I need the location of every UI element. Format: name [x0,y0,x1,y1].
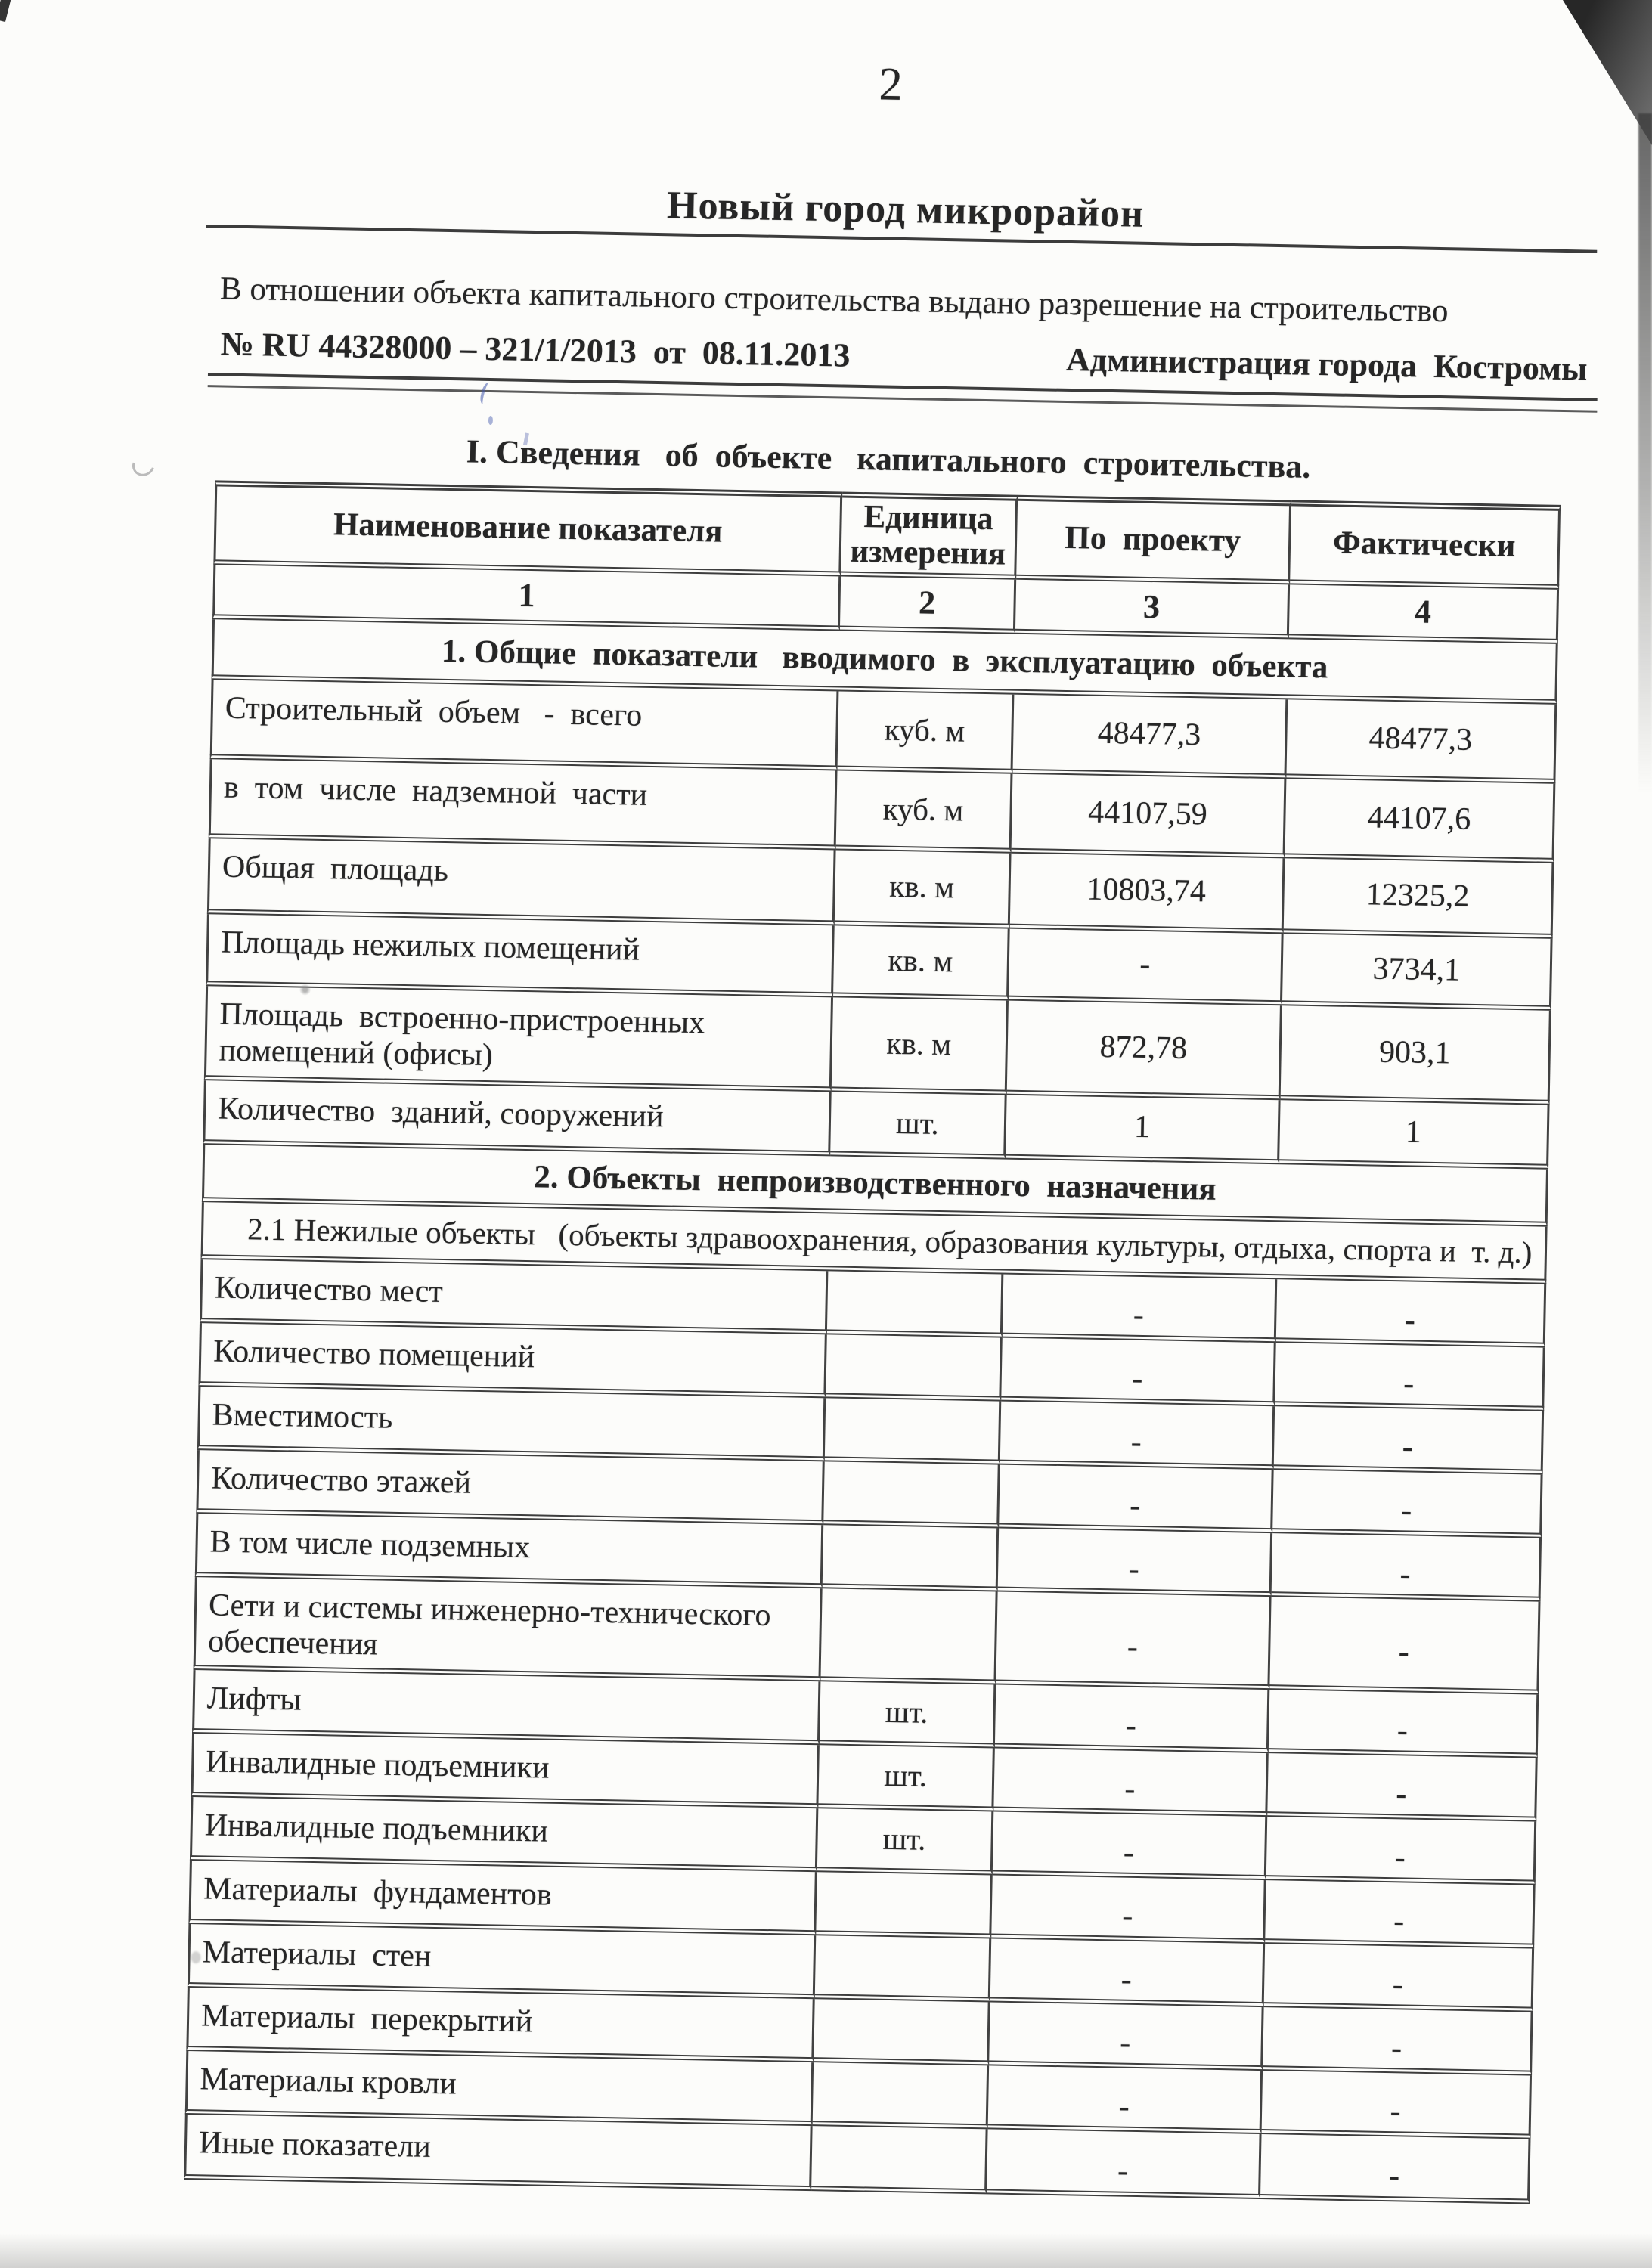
column-number: 3 [1015,580,1290,640]
issuing-authority: Администрация города Костромы [1065,340,1588,388]
indicator-name-cell: Вместимость [197,1387,826,1461]
actual-value-cell: - [1274,1406,1544,1475]
indicator-name-cell: Лифты [192,1670,820,1745]
project-value-cell: 1 [1006,1095,1280,1165]
indicator-name-cell: Материалы стен [188,1924,816,1999]
col-header-by-project: По проекту [1016,495,1291,584]
blue-pen-dot [488,416,493,425]
indicator-name-cell: Общая площадь [207,838,836,925]
unit-cell [811,2126,988,2194]
unit-cell: шт. [818,1745,995,1811]
project-value-cell: 872,78 [1007,1001,1282,1101]
project-value-cell: - [989,2002,1263,2071]
unit-cell: кв. м [832,997,1009,1095]
indicator-name-cell: Количество зданий, сооружений [203,1080,831,1156]
column-number: 2 [840,576,1016,634]
unit-cell [820,1588,997,1684]
actual-value-cell: 44107,6 [1285,779,1555,863]
project-value-cell: 48477,3 [1012,695,1288,779]
project-value-cell: - [988,2065,1263,2134]
unit-cell: куб. м [838,691,1015,773]
unit-cell: кв. м [833,925,1010,1000]
actual-value-cell: - [1272,1533,1542,1602]
project-value-cell: - [995,1684,1269,1753]
unit-cell [827,1271,1004,1337]
actual-value-cell: 12325,2 [1284,858,1554,939]
project-value-cell: - [993,1811,1267,1880]
actual-value-cell: - [1267,1753,1537,1822]
project-value-cell: - [993,1748,1268,1817]
project-value-cell: 44107,59 [1012,774,1287,859]
scan-bottom-shadow [0,2233,1652,2268]
project-value-cell: - [999,1464,1273,1533]
actual-value-cell: - [1275,1343,1545,1411]
page-number: 2 [879,58,903,110]
indicator-name-cell: Строительный объем - всего [210,680,839,770]
actual-value-cell: 3734,1 [1282,934,1553,1011]
unit-cell [814,1999,990,2065]
unit-cell [813,2062,990,2129]
scan-edge-shadow [1638,113,1652,794]
indicator-name-cell: Иные показатели [184,2115,812,2191]
unit-cell: шт. [820,1681,996,1748]
project-value-cell: - [996,1591,1271,1689]
unit-cell [825,1398,1002,1464]
project-value-cell: - [1003,1274,1277,1343]
actual-value-cell: - [1262,2071,1532,2139]
col-header-unit: Единица измерения [841,492,1018,580]
section-heading: I. Сведения об объекте капитального строительства. [466,432,1311,485]
col-header-indicator-name: Наименование показателя [213,480,842,576]
indicator-name-cell: В том числе подземных [195,1514,823,1588]
document-title: Новый город микрорайон [666,184,1145,236]
indicator-name-cell: Площадь встроенно-пристроенных помещений (офисы) [204,986,833,1092]
unit-cell [823,1461,1000,1528]
indicator-name-cell: Сети и системы инженерно-технического обеспечения [194,1577,823,1681]
unit-cell [816,1872,993,1938]
indicator-name-cell: в том числе надземной части [209,759,838,850]
actual-value-cell: 1 [1279,1100,1549,1170]
actual-value-cell: - [1260,2134,1531,2204]
unit-cell [826,1334,1003,1401]
indicator-name-cell: Количество мест [200,1259,828,1334]
section-2-header: 2. Объекты непроизводственного назначения [202,1145,1548,1227]
indicator-name-cell: Инвалидные подъемники [191,1734,819,1808]
project-value-cell: - [987,2129,1262,2199]
unit-cell: куб. м [836,770,1013,853]
indicator-name-cell: Количество этажей [196,1450,824,1525]
project-value-cell: - [998,1528,1272,1597]
unit-cell: кв. м [835,850,1012,928]
col-header-actual: Фактически [1290,500,1561,589]
column-number: 1 [212,565,841,631]
project-value-cell: - [1000,1401,1275,1470]
actual-value-cell: 48477,3 [1286,699,1557,784]
section-2-subtitle: 2.1 Нежилые объекты (объекты здравоохранения, образования культуры, отдыха, спорта и т. д.) [201,1202,1548,1284]
construction-info-table [184,480,1561,2204]
indicator-name-cell: Материалы перекрытий [186,1988,814,2062]
unit-cell [823,1525,1000,1591]
handwritten-pencil-mark [129,451,158,480]
unit-cell: шт. [817,1808,994,1875]
indicator-name-cell: Количество помещений [198,1323,826,1398]
actual-value-cell: - [1269,1690,1539,1758]
indicator-name-cell: Материалы кровли [185,2051,814,2126]
actual-value-cell: - [1265,1880,1535,1949]
actual-value-cell: 903,1 [1281,1005,1551,1105]
project-value-cell: - [1009,929,1284,1006]
project-value-cell: 10803,74 [1010,854,1285,934]
permit-paragraph: В отношении объекта капитального строительства выдано разрешение на строительство [219,271,1449,330]
project-value-cell: - [991,1875,1266,1944]
unit-cell [815,1935,992,2002]
section-1-header: 1. Общие показатели вводимого в эксплуатацию объекта [212,619,1558,705]
table-body [184,619,1558,2204]
indicator-name-cell: Инвалидные подъемники [190,1797,818,1872]
project-value-cell: - [1001,1337,1275,1406]
actual-value-cell: - [1264,1944,1534,2012]
actual-value-cell: - [1269,1597,1540,1694]
column-number: 4 [1289,584,1559,644]
permit-number: № RU 44328000 – 321/1/2013 от 08.11.2013 [220,325,851,374]
actual-value-cell: - [1263,2007,1533,2076]
actual-value-cell: - [1276,1279,1546,1348]
project-value-cell: - [990,1938,1265,2007]
actual-value-cell: - [1272,1470,1542,1538]
indicator-name-cell: Площадь нежилых помещений [206,914,835,997]
indicator-name-cell: Материалы фундаментов [188,1861,817,1935]
unit-cell: шт. [830,1092,1007,1159]
actual-value-cell: - [1266,1817,1536,1885]
